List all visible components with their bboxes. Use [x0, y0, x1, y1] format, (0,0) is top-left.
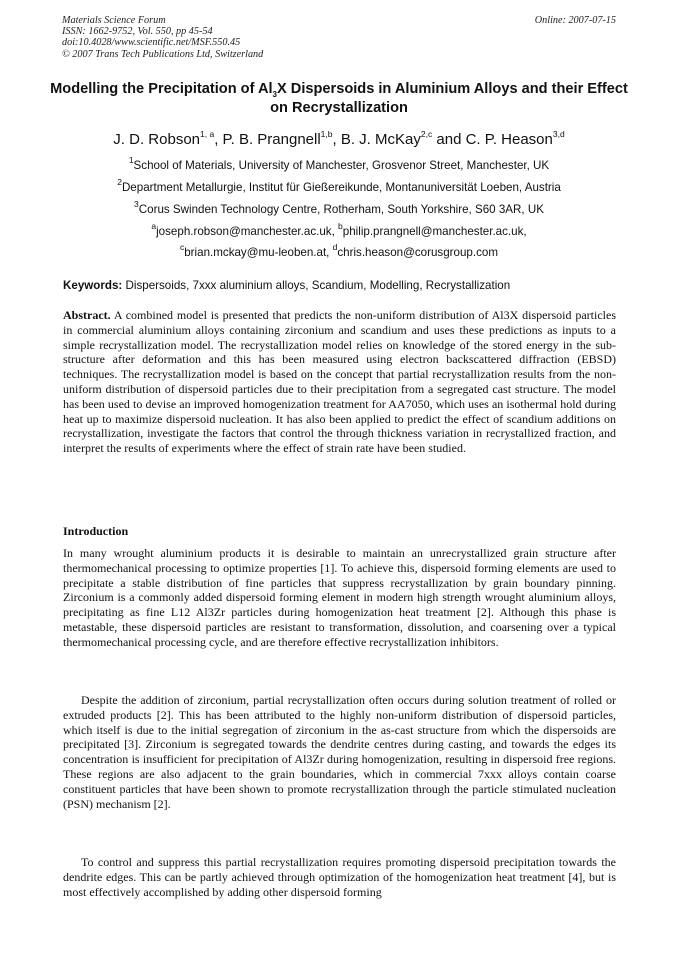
affiliation-3: $^3$Corus Swinden Technology Centre, Rotherham, South Yorkshire, S60 3AR, UK — [134, 199, 544, 216]
title-part-1: Modelling the Precipitation of Al — [50, 81, 273, 97]
email-link[interactable]: chris.heason@corusgroup.com — [337, 246, 498, 259]
section-heading-introduction: Introduction — [63, 524, 129, 538]
abstract-label: Abstract. — [63, 308, 111, 322]
author: B. J. McKay$^{2,c}$ and — [340, 129, 466, 148]
email-link[interactable]: philip.prangnell@manchester.ac.uk, — [342, 225, 527, 238]
affiliation-1: $^1$School of Materials, University of Manchester, Grosvenor Street, Manchester, UK — [128, 155, 550, 172]
intro-paragraph-3: To control and suppress this partial recrystallization requires promoting dispersoid precipitation towards the dendrite edges. This can be partly achieved through optimization of the homogenization heat treatment [4], but is most effectively accomplished by adding other dispersoid forming — [63, 855, 616, 899]
abstract — [63, 308, 616, 456]
keywords — [63, 278, 618, 293]
copyright: © 2007 Trans Tech Publications Ltd, Switzerland — [62, 48, 264, 60]
paper-title — [40, 80, 638, 118]
author: C. P. Heason$^{3,d}$ — [465, 129, 565, 148]
email-link[interactable]: joseph.robson@manchester.ac.uk, — [156, 225, 339, 238]
author-list — [40, 130, 638, 150]
intro-paragraph-1: In many wrought aluminium products it is desirable to maintain an unrecrystallized grain structure after thermomechanical processing to optimize properties [1]. To achieve this, dispersoid forming elements are used to precipitate a stable distribution of fine particles that suppress recrystallization by grain boundary pinning. Zirconium is a commonly added dispersoid forming element in modern high strength wrought aluminium alloys, precipitating as fine L12 Al3Zr particles during homogenization heat treatment [2]. Although this phase is metastable, these dispersoid particles are resistant to transformation, dissolution, and coarsening over a typical thermomechanical processing cycle, and are therefore effective recrystallization inhibitors. — [63, 546, 616, 649]
title-subscript: 3 — [272, 89, 277, 99]
keywords-label: Keywords: — [63, 279, 123, 292]
online-date: Online: 2007-07-15 — [534, 15, 616, 26]
keywords-text: Dispersoids, 7xxx aluminium alloys, Scandium, Modelling, Recrystallization — [122, 279, 511, 292]
email-line-2: $^c$brian.mckay@mu-leoben.at, $^d$chris.heason@corusgroup.com — [179, 242, 498, 259]
journal-header — [62, 15, 616, 60]
email-link[interactable]: brian.mckay@mu-leoben.at, — [184, 246, 333, 259]
author: J. D. Robson$^{1, a}$, — [113, 129, 223, 148]
affiliation-2: $^2$Department Metallurgie, Institut für Gießereikunde, Montanuniversität Loeben, Austria — [117, 177, 561, 194]
title-part-2: X Dispersoids in Aluminium Alloys and their Effect on Recrystallization — [270, 81, 628, 116]
author: P. B. Prangnell$^{1,b}$, — [222, 129, 341, 148]
abstract-text: A combined model is presented that predicts the non-uniform distribution of Al3X dispersoid particles in commercial aluminium alloys containing zirconium and scandium and uses these predictions as inputs to a simple recrystallization model. The recrystallization model relies on knowledge of the stored energy in the sub-structure after deformation and this has been measured using electron backscattered diffraction (EBSD) techniques. The recrystallization model is based on the concept that partial recrystallization results from the non-uniform distribution of dispersoid particles due to their precipitation from a segregated cast structure. The model has been used to devise an improved homogenization treatment for AA7050, which uses an isothermal hold during heat up to maximize dispersoid nucleation. It has also been applied to predict the effect of scandium additions on recrystallization, investigate the factors that control the through thickness variation in recrystallized fraction, and interpret the results of experiments where the effect of strain rate have been studied. — [63, 308, 616, 456]
journal-name: Materials Science Forum — [62, 15, 166, 26]
email-line-1: $^a$joseph.robson@manchester.ac.uk, $^b$philip.prangnell@manchester.ac.uk, — [151, 221, 527, 238]
intro-paragraph-2: Despite the addition of zirconium, partial recrystallization often occurs during solution treatment of rolled or extruded products [2]. This has been attributed to the highly non-uniform distribution of dispersoid particles, which itself is due to the initial segregation of zirconium in the as-cast structure from which the dispersoids are precipitated [3]. Zirconium is segregated towards the dendrite centres during casting, and towards the edges its concentration is insufficient for precipitation of Al3Zr during homogenization, resulting in dispersoid free regions. These regions are also adjacent to the grain boundaries, which in commercial 7xxx alloys contain coarse constituent particles that have been shown to promote recrystallization through the particle stimulated nucleation (PSN) mechanism [2]. — [63, 693, 616, 811]
issn: ISSN: 1662-9752, Vol. 550, pp 45-54 — [62, 26, 213, 38]
doi: doi:10.4028/www.scientific.net/MSF.550.45 — [62, 37, 241, 49]
